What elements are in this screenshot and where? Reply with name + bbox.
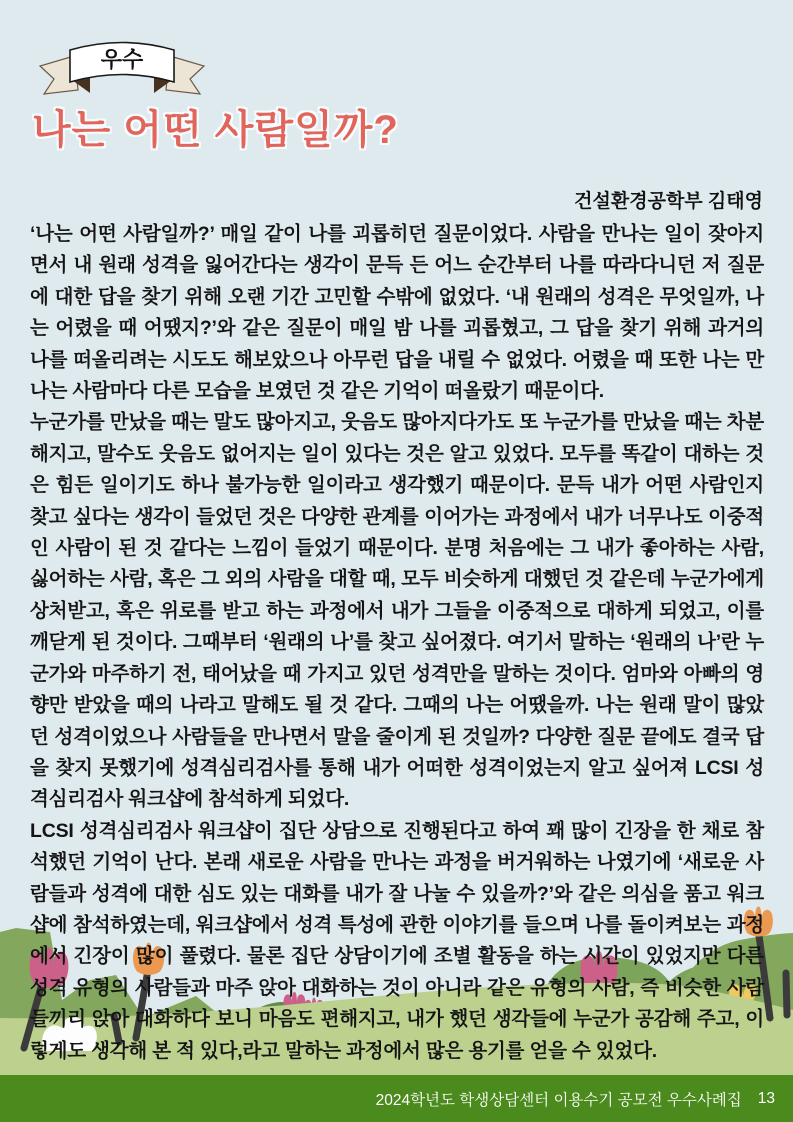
award-ribbon [36, 30, 208, 104]
award-badge-label: 우수 [100, 47, 144, 72]
essay-paragraph: LCSI 성격심리검사 워크샵이 집단 상담으로 진행된다고 하여 꽤 많이 긴장을 한 채로 참석했던 기억이 난다. 본래 새로운 사람을 만나는 과정을 버거워하는 나였기에 ‘새로운 사람들과 성격에 대한 심도 있는 대화를 내가 잘 나눌 수 있을까?’와 같은 의심을 품고 워크샵에 참석하였는데, 워크샵에서 성격 특성에 관한 이야기를 들으며 나를 돌이켜보는 과정에서 긴장이 많이 풀렸다. 물론 집단 상담이기에 조별 활동을 하는 시간이 있었지만 다른 성격 유형의 사람들과 마주 앉아 대화하는 것이 아니라 같은 유형의 사람, 즉 비슷한 사람들끼리 앉아 대화하다 보니 마음도 편해지고, 내가 했던 생각들에 누군가 공감해 주고, 이렇게도 생각해 본 적 있다,라고 말하는 과정에서 많은 용기를 얻을 수 있었다. [30, 819, 764, 1062]
footer-page-number: 13 [757, 1089, 775, 1107]
essay-paragraph: 누군가를 만났을 때는 말도 많아지고, 웃음도 많아지다가도 또 누군가를 만났을 때는 차분해지고, 말수도 웃음도 없어지는 일이 있다는 것은 알고 있었다. 모두를 똑같이 대하는 것은 힘든 일이기도 하나 불가능한 일이라고 생각했기 때문이다. 문득 내가 어떤 사람인지 찾고 싶다는 생각이 들었던 것은 다양한 관계를 이어가는 과정에서 내가 너무나도 이중적인 사람이 된 것 같다는 느낌이 들었기 때문이다. 분명 처음에는 그 내가 좋아하는 사람, 싫어하는 사람, 혹은 그 외의 사람을 대할 때, 모두 비슷하게 대했던 것 같은데 누군가에게 상처받고, 혹은 위로를 받고 하는 과정에서 내가 그들을 이중적으로 대하게 되었고, 이를 깨닫게 된 것이다. 그때부터 ‘원래의 나’를 찾고 싶어졌다. 여기서 말하는 ‘원래의 나’란 누군가와 마주하기 전, 태어났을 때 가지고 있던 성격만을 말하는 것이다. 엄마와 아빠의 영향만 받았을 때의 나라고 말해도 될 것 같다. 그때의 나는 어땠을까. 나는 원래 말이 많았던 성격이었으나 사람들을 만나면서 말을 줄이게 된 것일까? 다양한 질문 끝에도 결국 답을 찾지 못했기에 성격심리검사를 통해 내가 어떠한 성격이었는지 알고 싶어져 LCSI 성격심리검사 워크샵에 참석하게 되었다. [30, 411, 764, 811]
bare-stem [786, 973, 787, 1015]
author-line: 건설환경공학부 김태영 [574, 191, 763, 212]
page-title: 나는 어떤 사람일까? [32, 108, 399, 152]
footer-bar [0, 1075, 793, 1122]
essay-body [30, 219, 764, 1067]
footer-title: 2024학년도 학생상담센터 이용수기 공모전 우수사례집 [375, 1091, 742, 1109]
essay-paragraph: ‘나는 어떤 사람일까?’ 매일 같이 나를 괴롭히던 질문이었다. 사람을 만나는 일이 잦아지면서 내 원래 성격을 잃어간다는 생각이 문득 든 어느 순간부터 나를 따라다니던 저 질문에 대한 답을 찾기 위해 오랜 기간 고민할 수밖에 없었다. ‘내 원래의 성격은 무엇일까, 나는 어렸을 때 어땠지?’와 같은 질문이 매일 밤 나를 괴롭혔고, 그 답을 찾기 위해 과거의 나를 떠올리려는 시도도 해보았으나 아무런 답을 내릴 수 없었다. 어렸을 때 또한 나는 만나는 사람마다 다른 모습을 보였던 것 같은 기억이 떠올랐기 때문이다. [30, 223, 764, 403]
